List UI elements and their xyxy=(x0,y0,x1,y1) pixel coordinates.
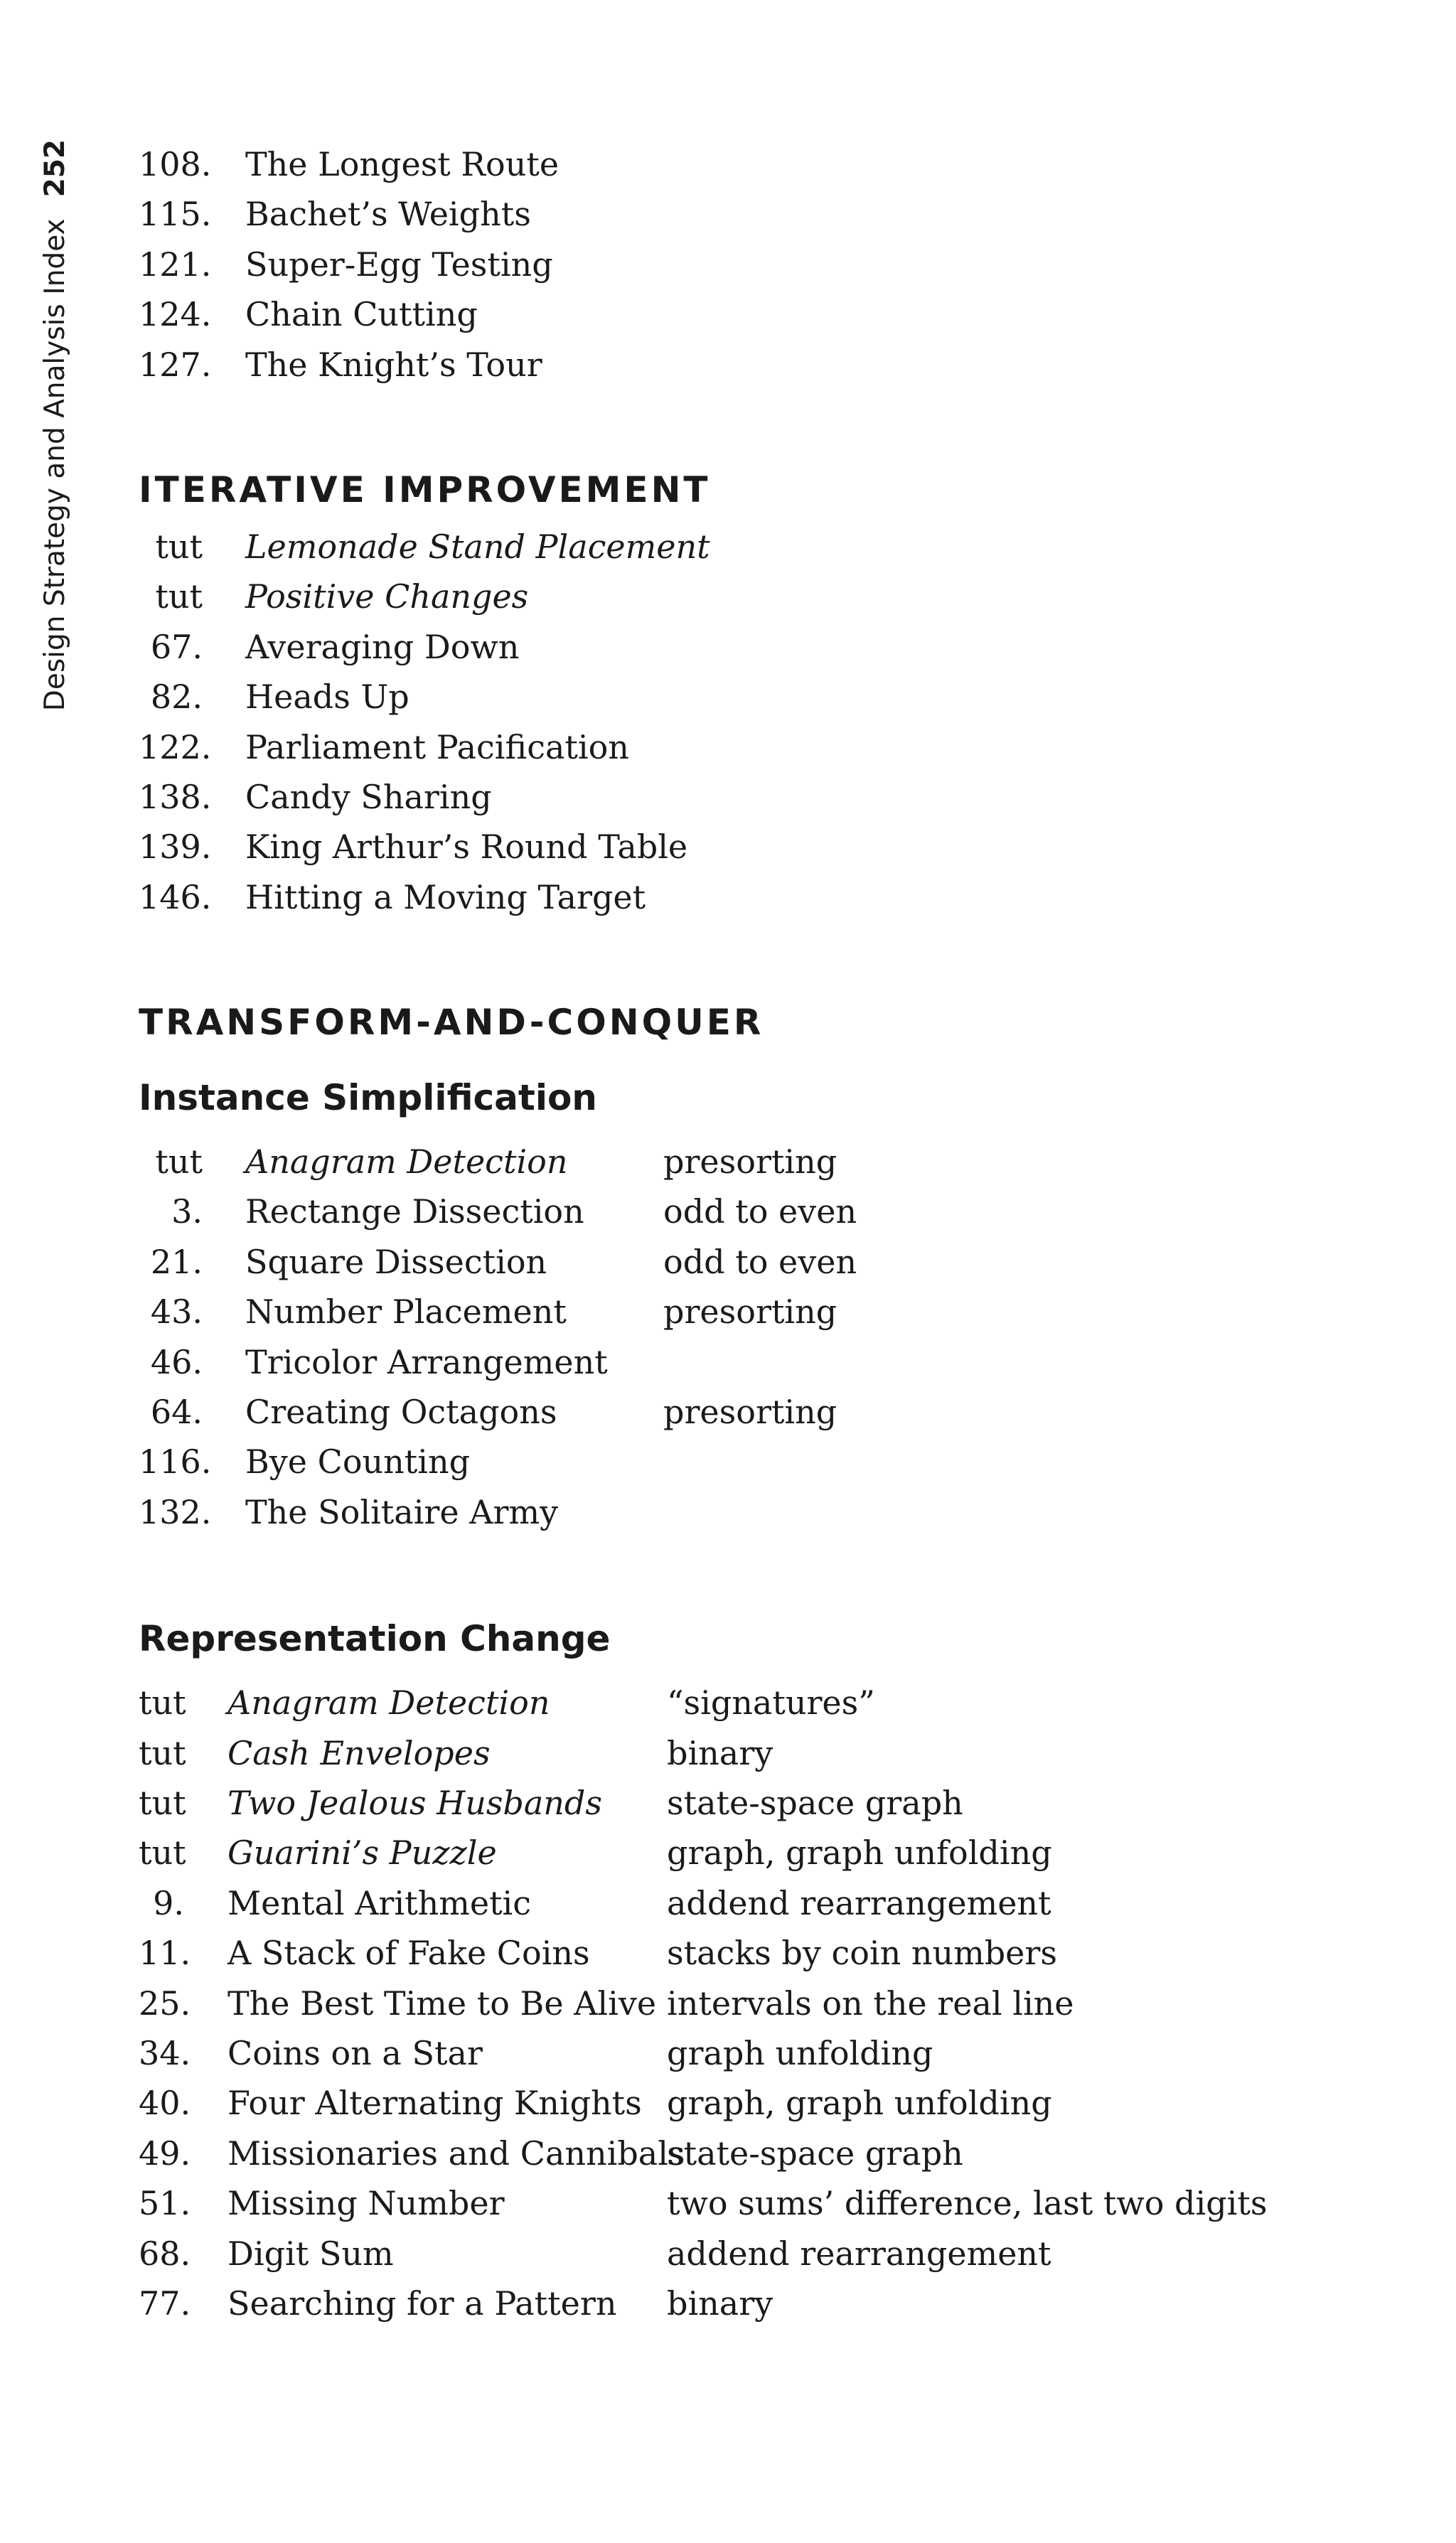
item-technique: presorting xyxy=(663,1142,837,1182)
item-number: 34. xyxy=(139,2033,191,2072)
list-item xyxy=(139,622,1347,672)
item-title: Hitting a Moving Target xyxy=(245,877,646,916)
item-number: 82. xyxy=(150,678,203,717)
item-technique: intervals on the real line xyxy=(667,1983,1074,2023)
item-title: Mental Arithmetic xyxy=(228,1883,532,1922)
item-title: Cash Envelopes xyxy=(228,1733,491,1772)
subheading-representation-change: Representation Change xyxy=(139,1618,611,1660)
list-item xyxy=(139,2229,1347,2279)
list-item xyxy=(139,1187,1347,1236)
list-item xyxy=(139,2028,1347,2078)
representation-change-list xyxy=(139,1678,1347,2328)
item-title: Square Dissection xyxy=(245,1242,547,1281)
item-number: 64. xyxy=(150,1393,203,1432)
item-title: Coins on a Star xyxy=(228,2033,483,2072)
item-number: 146. xyxy=(139,877,212,916)
item-title: The Knight’s Tour xyxy=(245,345,542,384)
item-number: 11. xyxy=(139,1934,191,1973)
item-number: tut xyxy=(155,1142,203,1182)
list-item xyxy=(139,1979,1347,2028)
item-title: Anagram Detection xyxy=(228,1683,550,1723)
item-number: tut xyxy=(155,527,203,566)
item-number: 121. xyxy=(139,245,212,284)
item-title: Guarini’s Puzzle xyxy=(228,1833,497,1873)
list-item xyxy=(139,2129,1347,2178)
item-technique: presorting xyxy=(663,1292,837,1332)
item-title: Heads Up xyxy=(245,678,410,717)
list-item xyxy=(139,1387,1347,1437)
list-item xyxy=(139,289,1347,339)
item-technique: addend rearrangement xyxy=(667,2234,1051,2273)
list-item xyxy=(139,1487,1347,1537)
list-item xyxy=(139,240,1347,289)
item-number: 108. xyxy=(139,145,212,183)
item-number: 3. xyxy=(171,1192,203,1231)
list-item xyxy=(139,1437,1347,1487)
list-item xyxy=(139,522,1347,572)
item-title: Bye Counting xyxy=(245,1442,471,1482)
item-technique: odd to even xyxy=(663,1192,857,1231)
subheading-instance-simplification: Instance Simplification xyxy=(139,1077,597,1119)
item-technique: stacks by coin numbers xyxy=(667,1934,1057,1973)
item-title: Missionaries and Cannibals xyxy=(228,2134,685,2173)
item-technique: state-space graph xyxy=(667,2134,963,2173)
list-item xyxy=(139,1828,1347,1878)
item-number: 51. xyxy=(139,2184,191,2223)
item-technique: binary xyxy=(667,2284,774,2323)
list-item xyxy=(139,1928,1347,1978)
item-number: 49. xyxy=(139,2134,191,2173)
item-technique: state-space graph xyxy=(667,1783,963,1822)
list-item xyxy=(139,1337,1347,1387)
item-title: The Solitaire Army xyxy=(245,1492,559,1531)
iterative-improvement-list xyxy=(139,522,1347,922)
running-head-title: Design Strategy and Analysis Index xyxy=(39,218,71,712)
list-item xyxy=(139,139,1347,189)
item-title: Digit Sum xyxy=(228,2234,394,2273)
item-number: 124. xyxy=(139,295,212,334)
item-title: Bachet’s Weights xyxy=(245,195,531,234)
list-item xyxy=(139,1778,1347,1828)
section-heading-transform-and-conquer: TRANSFORM-AND-CONQUER xyxy=(139,1002,764,1044)
item-number: 9. xyxy=(153,1883,184,1922)
item-technique: graph, graph unfolding xyxy=(667,2084,1052,2123)
item-number: tut xyxy=(139,1833,186,1873)
item-number: 138. xyxy=(139,777,212,816)
item-number: 25. xyxy=(139,1983,191,2023)
item-technique: odd to even xyxy=(663,1242,857,1281)
item-number: tut xyxy=(139,1683,186,1723)
item-title: Chain Cutting xyxy=(245,295,478,334)
top-puzzle-list xyxy=(139,139,1347,390)
list-item xyxy=(139,1287,1347,1337)
list-item xyxy=(139,1678,1347,1728)
item-title: Tricolor Arrangement xyxy=(245,1342,608,1381)
item-title: A Stack of Fake Coins xyxy=(228,1934,590,1973)
item-title: Averaging Down xyxy=(245,627,520,666)
item-technique: presorting xyxy=(663,1393,837,1432)
page-number: 252 xyxy=(39,139,71,198)
list-item xyxy=(139,872,1347,922)
list-item xyxy=(139,340,1347,390)
item-title: Missing Number xyxy=(228,2184,505,2223)
list-item xyxy=(139,1728,1347,1778)
list-item xyxy=(139,2078,1347,2128)
item-title: Searching for a Pattern xyxy=(228,2284,617,2323)
item-number: tut xyxy=(155,577,203,616)
item-number: 40. xyxy=(139,2084,191,2123)
item-title: Positive Changes xyxy=(245,577,529,616)
item-title: Number Placement xyxy=(245,1292,567,1332)
list-item xyxy=(139,2178,1347,2228)
section-heading-iterative-improvement: ITERATIVE IMPROVEMENT xyxy=(139,469,711,510)
item-title: The Best Time to Be Alive xyxy=(228,1983,657,2023)
item-technique: “signatures” xyxy=(667,1683,875,1723)
list-item xyxy=(139,722,1347,772)
item-title: Creating Octagons xyxy=(245,1393,557,1432)
item-number: 67. xyxy=(150,627,203,666)
item-number: tut xyxy=(139,1733,186,1772)
item-technique: graph unfolding xyxy=(667,2033,933,2072)
list-item xyxy=(139,672,1347,722)
item-number: 68. xyxy=(139,2234,191,2273)
list-item xyxy=(139,1878,1347,1928)
item-number: 116. xyxy=(139,1442,212,1482)
item-technique: two sums’ difference, last two digits xyxy=(667,2184,1268,2223)
item-technique: addend rearrangement xyxy=(667,1883,1051,1922)
item-technique: graph, graph unfolding xyxy=(667,1833,1052,1873)
item-number: 77. xyxy=(139,2284,191,2323)
item-number: 132. xyxy=(139,1492,212,1531)
item-title: Parliament Pacification xyxy=(245,727,629,766)
list-item xyxy=(139,2279,1347,2328)
item-number: 127. xyxy=(139,345,212,384)
item-title: The Longest Route xyxy=(245,145,560,183)
list-item xyxy=(139,189,1347,239)
item-number: 122. xyxy=(139,727,212,766)
item-number: 43. xyxy=(150,1292,203,1332)
item-title: Two Jealous Husbands xyxy=(228,1783,602,1822)
running-head xyxy=(21,139,89,737)
item-title: Super-Egg Testing xyxy=(245,245,553,284)
item-title: Four Alternating Knights xyxy=(228,2084,642,2123)
item-title: Candy Sharing xyxy=(245,777,492,816)
item-title: Anagram Detection xyxy=(245,1142,568,1182)
item-number: 46. xyxy=(150,1342,203,1381)
item-number: 139. xyxy=(139,828,212,867)
list-item xyxy=(139,772,1347,822)
instance-simplification-list xyxy=(139,1137,1347,1537)
list-item xyxy=(139,1237,1347,1287)
item-number: tut xyxy=(139,1783,186,1822)
list-item xyxy=(139,822,1347,872)
item-number: 21. xyxy=(150,1242,203,1281)
list-item xyxy=(139,572,1347,621)
item-title: Rectange Dissection xyxy=(245,1192,584,1231)
item-title: Lemonade Stand Placement xyxy=(245,527,710,566)
page-content xyxy=(139,139,1347,2328)
item-technique: binary xyxy=(667,1733,774,1772)
item-title: King Arthur’s Round Table xyxy=(245,828,688,867)
list-item xyxy=(139,1137,1347,1187)
item-number: 115. xyxy=(139,195,212,234)
